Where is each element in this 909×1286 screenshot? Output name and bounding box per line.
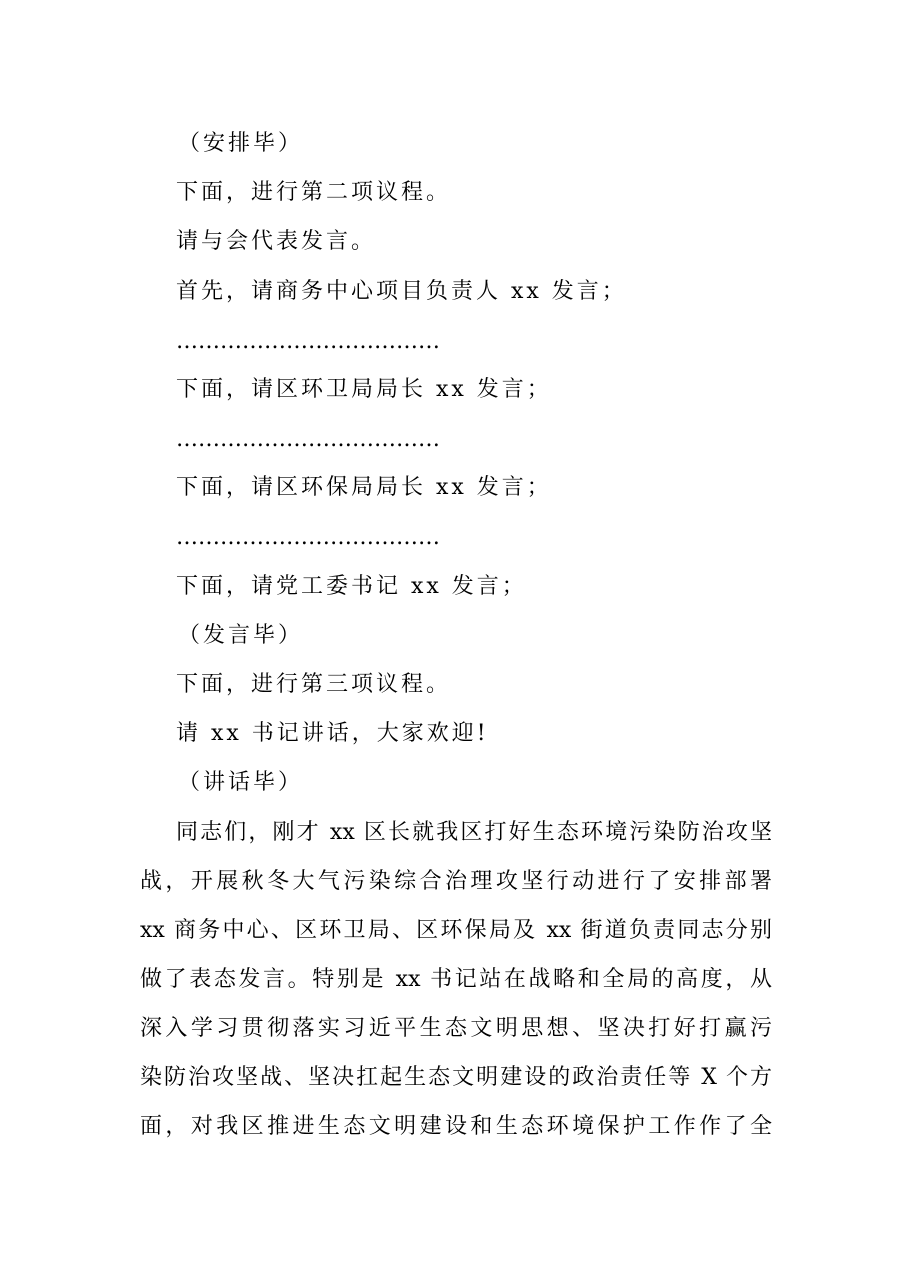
text-line: 下面，请区环保局局长 xx 发言；: [176, 475, 552, 500]
ellipsis-line: ………………………………: [176, 329, 440, 354]
text-line: 下面，进行第二项议程。: [176, 180, 452, 205]
text-line: 请 xx 书记讲话，大家欢迎!: [176, 721, 489, 746]
text-line: 请与会代表发言。: [176, 229, 377, 254]
text-line: 下面，进行第三项议程。: [176, 672, 452, 697]
text-line: （安排毕）: [178, 131, 304, 156]
text-line: （讲话毕）: [178, 770, 304, 795]
paragraph-line: xx 商务中心、区环卫局、区环保局及 xx 街道负责同志分别: [140, 918, 772, 943]
paragraph-line: 深入学习贯彻落实习近平生态文明思想、坚决打好打赢污: [140, 1016, 772, 1041]
text-line: 下面，请党工委书记 xx 发言；: [176, 574, 527, 599]
ellipsis-line: ………………………………: [176, 525, 440, 550]
paragraph-line: 做了表态发言。特别是 xx 书记站在战略和全局的高度，从: [140, 967, 772, 992]
paragraph-line: 同志们，刚才 xx 区长就我区打好生态环境污染防治攻坚: [176, 820, 772, 845]
ellipsis-line: ………………………………: [176, 427, 440, 452]
paragraph-line: 染防治攻坚战、坚决扛起生态文明建设的政治责任等 X 个方: [140, 1065, 772, 1090]
text-line: 下面，请区环卫局局长 xx 发言；: [176, 377, 552, 402]
text-line: 首先，请商务中心项目负责人 xx 发言；: [176, 279, 627, 304]
paragraph-line: 面，对我区推进生态文明建设和生态环境保护工作作了全: [140, 1114, 772, 1139]
text-line: （发言毕）: [178, 623, 304, 648]
paragraph-line: 战，开展秋冬大气污染综合治理攻坚行动进行了安排部署: [140, 869, 772, 894]
